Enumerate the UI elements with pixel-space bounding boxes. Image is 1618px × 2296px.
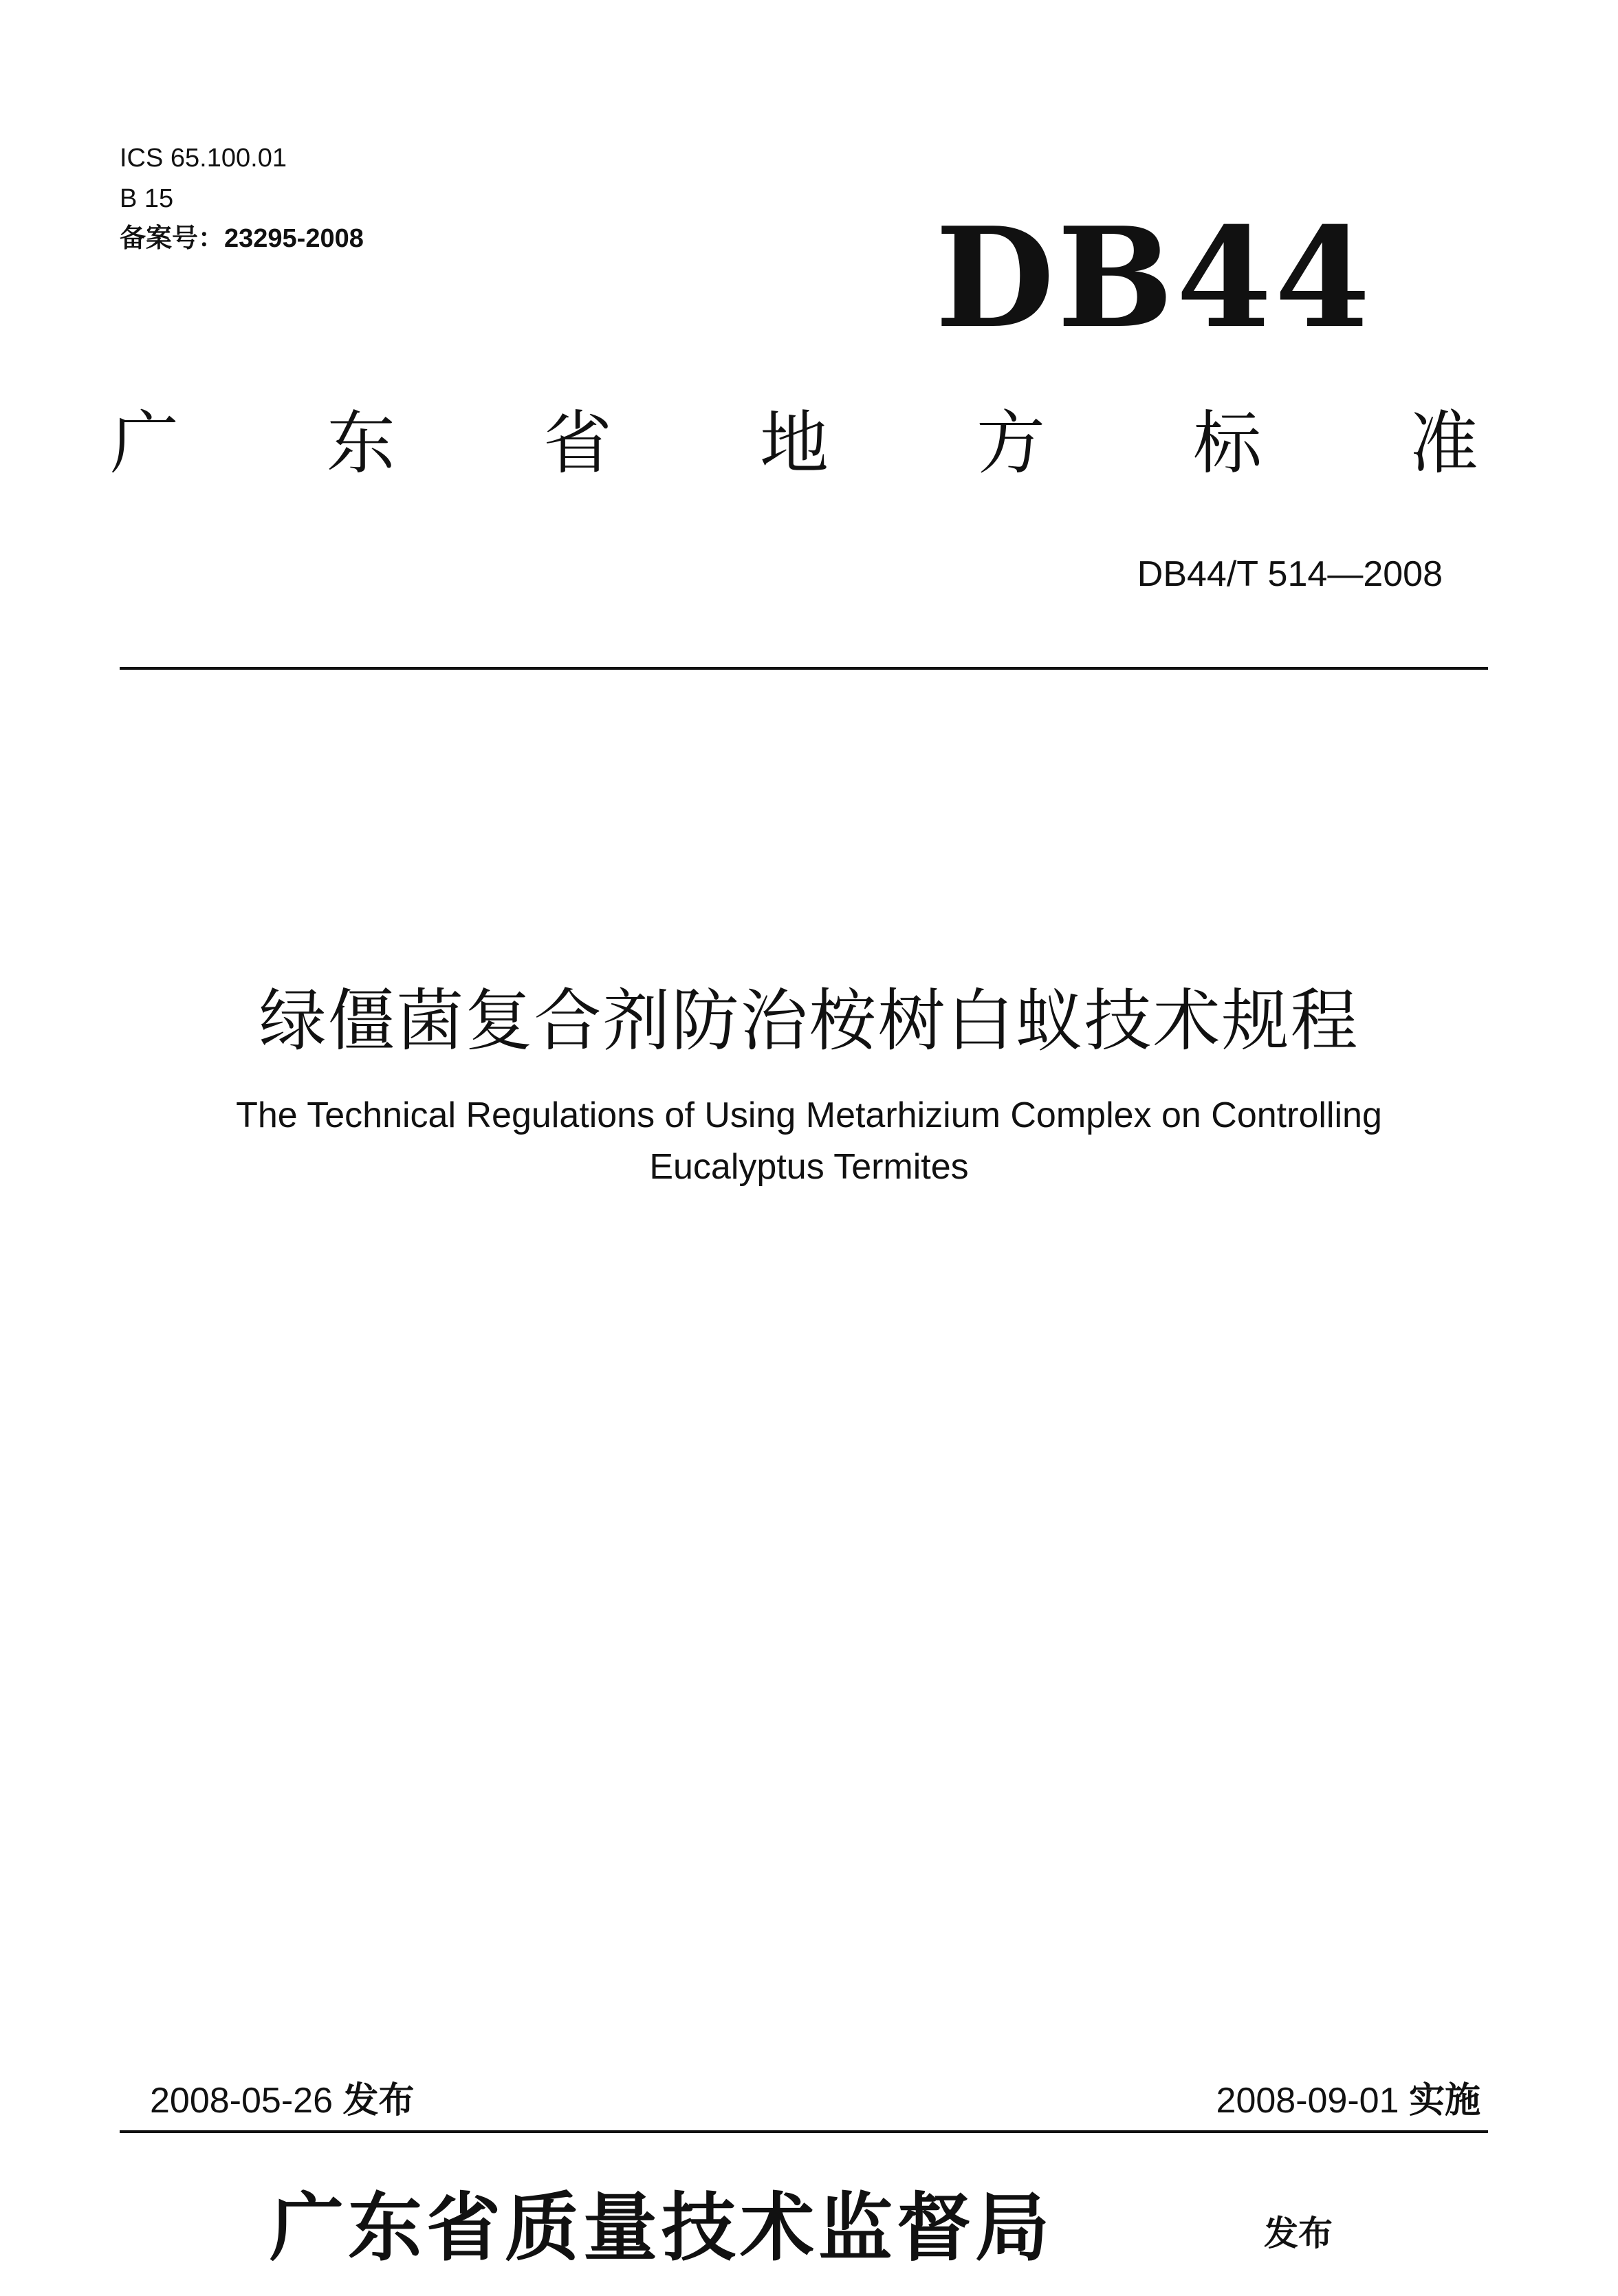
db44-logo: DB44 xyxy=(935,197,1373,359)
standard-type-char: 准 xyxy=(1410,403,1478,483)
standard-type-char: 方 xyxy=(976,403,1045,483)
issuer-name: 广东省质量技术监督局 xyxy=(270,2185,1054,2271)
publish-date-value: 2008-05-26 xyxy=(150,2081,333,2121)
filing-number: 备案号：23295-2008 xyxy=(120,224,364,253)
standard-type-char: 地 xyxy=(760,403,829,483)
ccs-code: B 15 xyxy=(120,184,174,213)
standard-type-char: 省 xyxy=(543,403,612,483)
title-english-line-1: The Technical Regulations of Using Metarhizium Complex on Controlling xyxy=(236,1095,1382,1135)
bottom-divider xyxy=(120,2130,1488,2133)
implement-date xyxy=(1216,2080,1480,2121)
publish-date xyxy=(150,2080,414,2121)
ics-code: ICS 65.100.01 xyxy=(120,144,287,173)
standard-type-char: 广 xyxy=(110,403,179,483)
standard-type-char: 标 xyxy=(1193,403,1262,483)
standard-number: DB44/T 514—2008 xyxy=(1137,554,1443,594)
title-english-line-2: Eucalyptus Termites xyxy=(649,1147,969,1187)
implement-date-value: 2008-09-01 xyxy=(1216,2081,1399,2121)
issuer-suffix: 发布 xyxy=(1264,2213,1333,2253)
implement-label: 实施 xyxy=(1408,2080,1480,2121)
publish-label: 发布 xyxy=(342,2080,415,2121)
standard-type-char: 东 xyxy=(327,403,395,483)
standard-type-heading xyxy=(110,403,1478,483)
title-chinese: 绿僵菌复合剂防治桉树白蚁技术规程 xyxy=(259,982,1359,1060)
top-divider xyxy=(120,667,1488,670)
